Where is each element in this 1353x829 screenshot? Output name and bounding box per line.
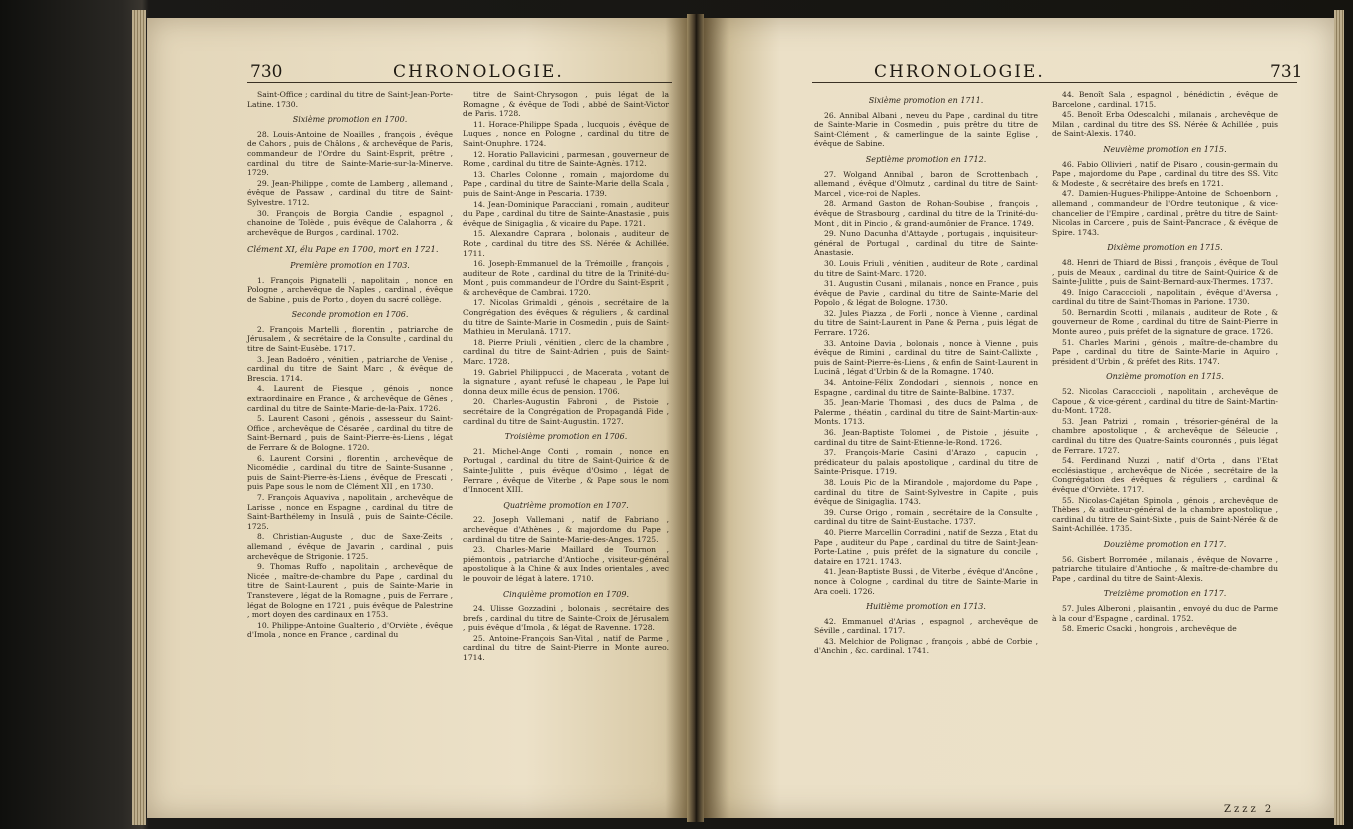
promotion-heading: Treizième promotion en 1717. [1103,589,1227,599]
cardinal-entry: 18. Pierre Priuli , vénitien , clerc de la chambre , cardinal du titre de Saint-Adrien , puis de Saint-Marc. 1728. [463,337,669,367]
cardinal-entry: 9. Thomas Ruffo , napolitain , archevêque de Nicée , maître-de-chambre du Pape , cardinal du titre de Saint-Laurent , puis de Sainte-Marie in Transtevere , légat de la Romagne , puis de Ferrare , légat de Bologne en 1721 , puis évêque de Palestrine , mort doyen des cardinaux en 1753. [247,562,453,620]
promotion-heading: Neuvième promotion en 1715. [1103,144,1227,154]
promotion-heading: Sixième promotion en 1711. [868,96,984,105]
cardinal-entry: 37. François-Marie Casini d'Arazo , capucin , prédicateur du palais apostolique , cardinal du titre de Sainte-Prisque. 1719. [814,448,1038,477]
cardinal-entry: 58. Emeric Csacki , hongrois , archevêque de [1062,624,1237,634]
promotion-heading: Sixième promotion en 1700. [292,115,408,125]
promotion-heading: Septième promotion en 1712. [865,154,987,164]
cardinal-entry: 40. Pierre Marcellin Corradini , natif de Sezza , Etat du Pape , auditeur du Pape , cardinal du titre de Saint-Jean-Porte-Latine , puis préfet de la signature du concile , dataire en 1721. 1743. [814,527,1038,566]
cardinal-entry: 10. Philippe-Antoine Gualterio , d'Orviète , évêque d'Imola , nonce en France , cardinal du [247,620,453,640]
text-column-left [247,90,453,641]
cardinal-entry: 2. François Martelli , florentin , patriarche de Jérusalem , & secrétaire de la Consulte , cardinal du titre de Saint-Eusèbe. 1717. [247,324,453,354]
pontificate-heading: Clément XI, élu Pape en 1700, mort en 1721. [247,244,439,255]
cardinal-entry: 6. Laurent Corsini , florentin , archevêque de Nicomédie , cardinal du titre de Sainte-Susanne , puis de Saint-Pierre-ès-Liens , évêque de Frescati , puis Pape sous le nom de Clément XII , en 1730. [247,453,453,492]
cardinal-entry: 57. Jules Alberoni , plaisantin , envoyé du duc de Parme à la cour d'Espagne , cardinal. 1752. [1052,603,1278,623]
cardinal-entry: 50. Bernardin Scotti , milanais , auditeur de Rote , & gouverneur de Rome , cardinal du titre de Saint-Pierre in Monte aureo , puis préfet de la signature de grace. 1726. [1052,307,1278,337]
cardinal-entry: 33. Antoine Davia , bolonais , nonce à Vienne , puis évêque de Rimini , cardinal du titre de Saint-Callixte , puis de Saint-Pierre-ès-Liens , & enfin de Saint-Laurent in Lucinâ , légat d'Urbin & de la Romagne. 1740. [814,338,1038,377]
right-page-edges [1334,10,1344,825]
cardinal-entry: 16. Joseph-Emmanuel de la Trémoille , françois , auditeur de Rote , cardinal du titre de la Trinité-du-Mont , puis commandeur de l'Ordre du Saint-Esprit , & archevêque de Cambrai. 1720. [463,259,669,297]
cardinal-entry: titre de Saint-Chrysogon , puis légat de la Romagne , & évêque de Todi , abbé de Saint-Victor de Paris. 1728. [463,90,669,119]
cardinal-entry: 14. Jean-Dominique Paracciani , romain , auditeur du Pape , cardinal du titre de Sainte-Anastasie , puis évêque de Sinigaglia , & vicaire du Pape. 1721. [463,199,669,228]
cardinal-entry: 20. Charles-Augustin Fabroni , de Pistoie , secrétaire de la Congrégation de Propagandâ Fide , cardinal du titre de Saint-Augustin. 1727. [463,397,669,426]
cardinal-entry: 28. Armand Gaston de Rohan-Soubise , françois , évêque de Strasbourg , cardinal du titre de la Trinité-du-Mont , dit in Pincio , & grand-aumônier de France. 1749. [814,199,1038,228]
cardinal-entry: 52. Nicolas Caracccioli , napolitain , archevêque de Capoue , & vice-gérent , cardinal du titre de Saint-Martin-du-Mont. 1728. [1052,387,1278,416]
promotion-heading: Quatrième promotion en 1707. [503,500,629,510]
promotion-heading: Dixième promotion en 1715. [1107,243,1223,253]
cardinal-entry: 29. Nuno Dacunha d'Attayde , portugais , inquisiteur-général de Portugal , cardinal du titre de Sainte-Anastasie. [814,229,1038,258]
promotion-heading: Première promotion en 1703. [290,260,410,270]
cardinal-entry: 35. Jean-Marie Thomasi , des ducs de Palma , de Palerme , théatin , cardinal du titre de Saint-Martin-aux-Monts. 1713. [814,398,1038,427]
cardinal-entry: 24. Ulisse Gozzadini , bolonais , secrétaire des brefs , cardinal du titre de Sainte-Croix de Jérusalem , puis évêque d'Imola , & légat de Ravenne. 1728. [463,604,669,633]
cardinal-entry: 26. Annibal Albani , neveu du Pape , cardinal du titre de Sainte-Marie in Cosmedin , puis prêtre du titre de Saint-Clément , & camerlingue de la sainte Eglise , évêque de Sabine. [814,110,1038,149]
cardinal-entry: 49. Inigo Caracccioli , napolitain , évêque d'Aversa , cardinal du titre de Saint-Thomas in Parione. 1730. [1052,287,1278,307]
cardinal-entry: 34. Antoine-Félix Zondodari , siennois , nonce en Espagne , cardinal du titre de Sainte-Balbine. 1737. [814,378,1038,397]
cardinal-entry: 47. Damien-Hugues-Philippe-Antoine de Schoenborn , allemand , commandeur de l'Ordre teutonique , & vice-chancelier de l'Empire , cardinal , prêtre du titre de Saint-Nicolas in Carcere , puis de Saint-Pancrace , & évêque de Spire. 1743. [1052,189,1278,237]
running-head: CHRONOLOGIE. [874,62,1045,82]
cardinal-entry: 42. Emmanuel d'Arias , espagnol , archevêque de Séville , cardinal. 1717. [814,616,1038,636]
text-column-right [463,90,669,664]
catchword: Zzzz 2 [1224,804,1275,815]
cardinal-entry: 21. Michel-Ange Conti , romain , nonce en Portugal , cardinal du titre de Saint-Quirice & de Sainte-Julitte , puis évêque d'Osimo , légat de Ferrare , évêque de Viterbe , & Pape sous le nom d'Innocent XIII. [463,446,669,495]
cardinal-entry: 45. Benoît Erba Odescalchi , milanais , archevêque de Milan , cardinal du titre des SS. Nérée & Achillée , puis de Saint-Alexis. 1740. [1052,110,1278,139]
cardinal-entry: 28. Louis-Antoine de Noailles , françois , évêque de Cahors , puis de Châlons , & archevêque de Paris, commandeur de l'Ordre du Saint-Esprit, prêtre , cardinal du titre de Sainte-Marie-sur-la-Minerve. 1729. [247,129,453,178]
promotion-heading: Douzième promotion en 1717. [1103,539,1227,549]
cardinal-entry: 48. Henri de Thiard de Bissi , françois , évêque de Toul , puis de Meaux , cardinal du titre de Saint-Quirice & de Sainte-Julitte , puis de Saint-Bernard-aux-Thermes. 1737. [1052,257,1278,287]
cardinal-entry: 15. Alexandre Caprara , bolonais , auditeur de Rote , cardinal du titre des SS. Nérée & Achillée. 1711. [463,229,669,258]
cardinal-entry: 38. Louis Pic de la Mirandole , majordome du Pape , cardinal du titre de Saint-Sylvestre in Capite , puis évêque de Sinigaglia. 1743. [814,477,1038,507]
running-head: CHRONOLOGIE. [393,62,564,82]
cardinal-entry: 41. Jean-Baptiste Bussi , de Viterbe , évêque d'Ancône , nonce à Cologne , cardinal du titre de Sainte-Marie in Ara coeli. 1726. [814,567,1038,596]
cardinal-entry: 4. Laurent de Fiesque , génois , nonce extraordinaire en France , & archevêque de Gênes , cardinal du titre de Sainte-Marie-de-la-Paix. 1726. [247,384,453,413]
promotion-heading: Seconde promotion en 1706. [291,310,409,320]
cardinal-entry: Saint-Office ; cardinal du titre de Saint-Jean-Porte-Latine. 1730. [247,90,453,109]
cardinal-entry: 32. Jules Piazza , de Forli , nonce à Vienne , cardinal du titre de Saint-Laurent in Pane & Perna , puis légat de Ferrare. 1726. [814,308,1038,338]
cardinal-entry: 54. Ferdinand Nuzzi , natif d'Orta , dans l'Etat ecclésiastique , archevêque de Nicée , secrétaire de la Congrégation des évêques & réguliers , cardinal & évêque d'Orviète. 1717. [1052,456,1278,494]
cardinal-entry: 17. Nicolas Grimaldi , génois , secrétaire de la Congrégation des évêques & réguliers , & cardinal du titre de Sainte-Marie in Cosmedin , puis de Saint-Mathieu in Merulanâ. 1717. [463,298,669,337]
text-column-right [1052,90,1278,635]
cardinal-entry: 19. Gabriel Philippucci , de Macerata , votant de la signature , ayant refusé le chapeau , le Pape lui donna deux mille écus de pension. 1706. [463,367,669,396]
cardinal-entry: 29. Jean-Philippe , comte de Lamberg , allemand , évêque de Passaw , cardinal du titre de Saint-Sylvestre. 1712. [247,178,453,207]
right-page [704,18,1334,818]
cardinal-entry: 39. Curse Origo , romain , secrétaire de la Consulte , cardinal du titre de Saint-Eustache. 1737. [814,507,1038,527]
cardinal-entry: 1. François Pignatelli , napolitain , nonce en Pologne , archevêque de Naples , cardinal , évêque de Sabine , puis de Porto , doyen du sacré collège. [247,275,453,304]
cardinal-entry: 30. Louis Friuli , vénitien , auditeur de Rote , cardinal du titre de Saint-Marc. 1720. [814,258,1038,278]
book-gutter [687,14,704,822]
promotion-heading: Huitième promotion en 1713. [866,602,986,612]
cardinal-entry: 46. Fabio Ollivieri , natif de Pisaro , cousin-germain du Pape , majordome du Pape , cardinal du titre des SS. Vitc & Modeste , & secrétaire des brefs en 1721. [1052,159,1278,188]
cardinal-entry: 22. Joseph Vallemani , natif de Fabriano , archevêque d'Athènes , & majordome du Pape , cardinal du titre de Sainte-Marie-des-Anges. 1725. [463,515,669,544]
left-page [147,18,687,818]
cardinal-entry: 30. François de Borgia Candie , espagnol , chanoine de Tolède , puis évêque de Calahorra , & archevêque de Burgos , cardinal. 1702. [247,208,453,237]
cardinal-entry: 55. Nicolas-Cajétan Spinola , génois , archevêque de Thèbes , & auditeur-général de la chambre apostolique , cardinal du titre de Saint-Sixte , puis de Saint-Nérée & de Saint-Achillée. 1735. [1052,495,1278,534]
cardinal-entry: 7. François Aquaviva , napolitain , archevêque de Larisse , nonce en Espagne , cardinal du titre de Saint-Barthélemy in Insulâ , puis de Sainte-Cécile. 1725. [247,492,453,531]
cardinal-entry: 56. Gisbert Borromée , milanais , évêque de Novarre , patriarche titulaire d'Antioche , & maître-de-chambre du Pape , cardinal du titre de Saint-Alexis. [1052,554,1278,583]
cardinal-entry: 31. Augustin Cusani , milanais , nonce en France , puis évêque de Pavie , cardinal du titre de Sainte-Marie del Popolo , & légat de Bologne. 1730. [814,279,1038,308]
cardinal-entry: 27. Wolgand Annibal , baron de Scrottenbach , allemand , évêque d'Olmutz , cardinal du titre de Saint-Marcel , vice-roi de Naples. [814,169,1038,198]
cardinal-entry: 51. Charles Marini , génois , maître-de-chambre du Pape , cardinal du titre de Sainte-Marie in Aquiro , président d'Urbin , & préfet des Rits. 1747. [1052,337,1278,366]
cardinal-entry: 8. Christian-Auguste , duc de Saxe-Zeits , allemand , évêque de Javarin , cardinal , puis archevêque de Strigonie. 1725. [247,532,453,561]
text-column-left [814,90,1038,657]
cardinal-entry: 25. Antoine-François San-Vital , natif de Parme , cardinal du titre de Saint-Pierre in Monte aureo. 1714. [463,633,669,663]
cardinal-entry: 36. Jean-Baptiste Tolomei , de Pistoie , jésuite , cardinal du titre de Saint-Etienne-le-Rond. 1726. [814,428,1038,447]
promotion-heading: Onzième promotion en 1715. [1106,372,1224,382]
cardinal-entry: 43. Melchior de Polignac , françois , abbé de Corbie , d'Anchin , &c. cardinal. 1741. [814,636,1038,656]
page-number: 730 [250,62,283,82]
cardinal-entry: 53. Jean Patrizi , romain , trésorier-général de la chambre apostolique , & archevêque de Séleucie , cardinal du titre des Quatre-Saints couronnés , puis légat de Ferrare. 1727. [1052,416,1278,455]
header-rule [247,82,672,83]
cardinal-entry: 23. Charles-Marie Maillard de Tournon , piémontois , patriarche d'Antioche , visiteur-général apostolique à la Chine & aux Indes orientales , avec le pouvoir de légat à latere. 1710. [463,545,669,583]
cardinal-entry: 12. Horatio Pallavicini , parmesan , gouverneur de Rome , cardinal du titre de Sainte-Agnès. 1712. [463,149,669,169]
left-page-edges [132,10,146,825]
cardinal-entry: 11. Horace-Philippe Spada , lucquois , évêque de Luques , nonce en Pologne , cardinal du titre de Saint-Onuphre. 1724. [463,119,669,148]
cardinal-entry: 13. Charles Colonne , romain , majordome du Pape , cardinal du titre de Sainte-Marie della Scala , puis de Saint-Ange in Pescaria. 1739. [463,169,669,198]
header-rule [812,82,1297,83]
promotion-heading: Cinquième promotion en 1709. [502,589,630,599]
page-number: 731 [1270,62,1303,82]
promotion-heading: Troisième promotion en 1706. [504,432,628,442]
cardinal-entry: 5. Laurent Casoni , génois , assesseur du Saint-Office , archevêque de Césarée , cardinal du titre de Saint-Bernard , puis de Saint-Pierre-ès-Liens , légat de Ferrare & de Bologne. 1720. [247,414,453,452]
cardinal-entry: 3. Jean Badoëro , vénitien , patriarche de Venise , cardinal du titre de Saint Marc , & évêque de Brescia. 1714. [247,354,453,383]
cardinal-entry: 44. Benoît Sala , espagnol , bénédictin , évêque de Barcelone , cardinal. 1715. [1052,90,1278,109]
